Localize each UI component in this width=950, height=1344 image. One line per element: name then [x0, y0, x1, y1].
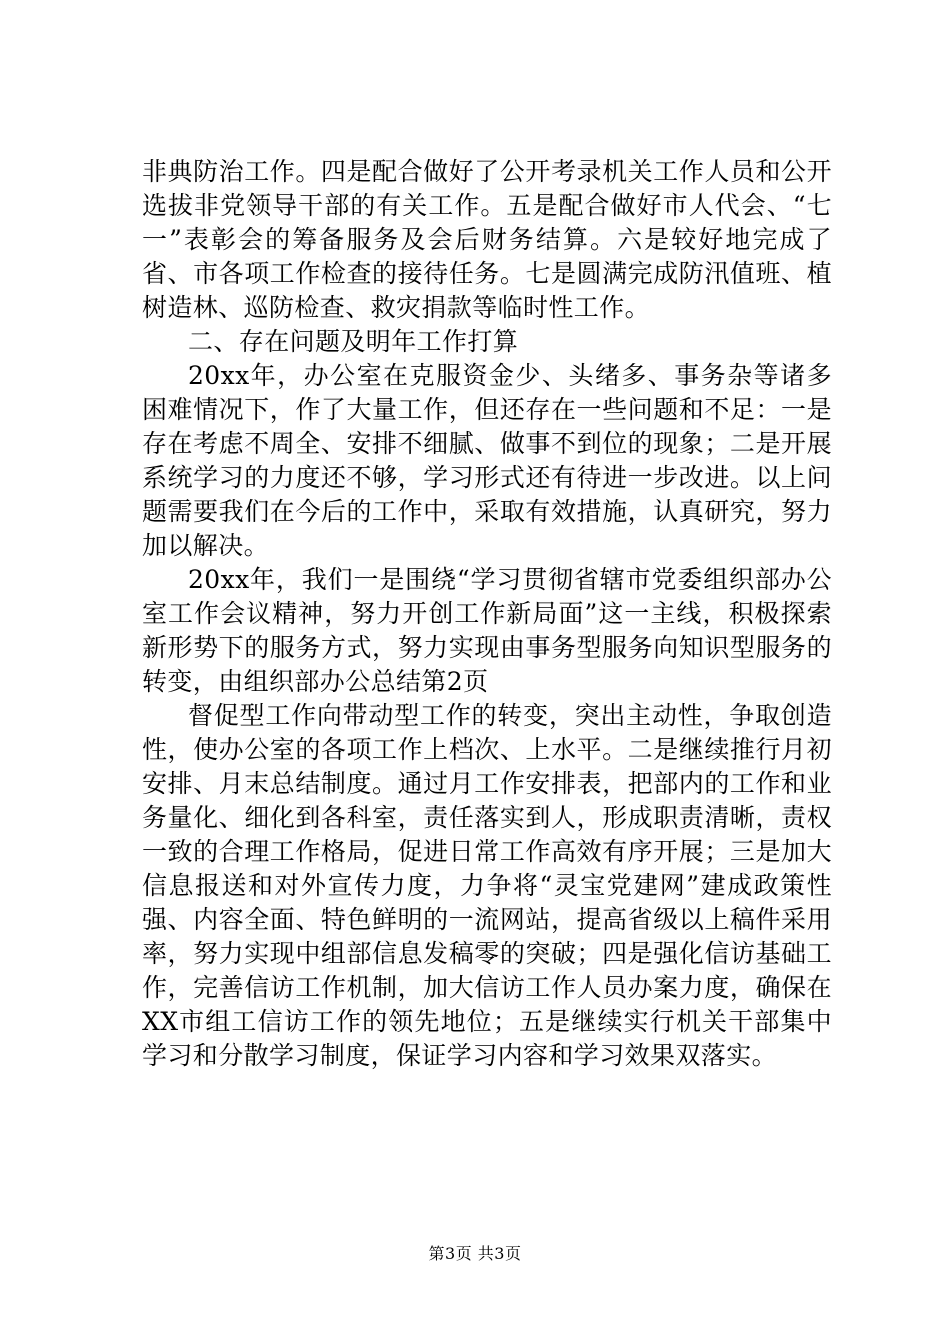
paragraph-plans-continued: 督促型工作向带动型工作的转变，突出主动性，争取创造性，使办公室的各项工作上档次、上水平。二是继续推行月初安排、月末总结制度。通过月工作安排表，把部内的工作和业务量化、细化到各科室，责任落实到人，形成职责清晰，责权一致的合理工作格局，促进日常工作高效有序开展；三是加大信息报送和对外宣传力度，力争将“灵宝党建网”建成政策性强、内容全面、特色鲜明的一流网站，提高省级以上稿件采用率，努力实现中组部信息发稿零的突破；四是强化信访基础工作，完善信访工作机制，加大信访工作人员办案力度，确保在XX市组工信访工作的领先地位；五是继续实行机关干部集中学习和分散学习制度，保证学习内容和学习效果双落实。	[142, 701, 832, 1070]
paragraph-continuation: 非典防治工作。四是配合做好了公开考录机关工作人员和公开选拔非党领导干部的有关工作。五是配合做好市人代会、“七一”表彰会的筹备服务及会后财务结算。六是较好地完成了省、市各项工作检查的接待任务。七是圆满完成防汛值班、植树造林、巡防检查、救灾捐款等临时性工作。	[142, 157, 832, 322]
document-body	[142, 155, 832, 1073]
page-footer: 第3页 共3页	[428, 1244, 522, 1263]
section-heading: 二、存在问题及明年工作打算	[188, 327, 519, 356]
paragraph-problems: 20xx年，办公室在克服资金少、头绪多、事务杂等诸多困难情况下，作了大量工作，但还存在一些问题和不足：一是存在考虑不周全、安排不细腻、做事不到位的现象；二是开展系统学习的力度还不够，学习形式还有待进一步改进。以上问题需要我们在今后的工作中，采取有效措施，认真研究，努力加以解决。	[142, 361, 832, 560]
paragraph-plans: 20xx年，我们一是围绕“学习贯彻省辖市党委组织部办公室工作会议精神，努力开创工作新局面”这一主线，积极探索新形势下的服务方式，努力实现由事务型服务向知识型服务的转变，由组织部办公总结第2页	[142, 565, 832, 696]
